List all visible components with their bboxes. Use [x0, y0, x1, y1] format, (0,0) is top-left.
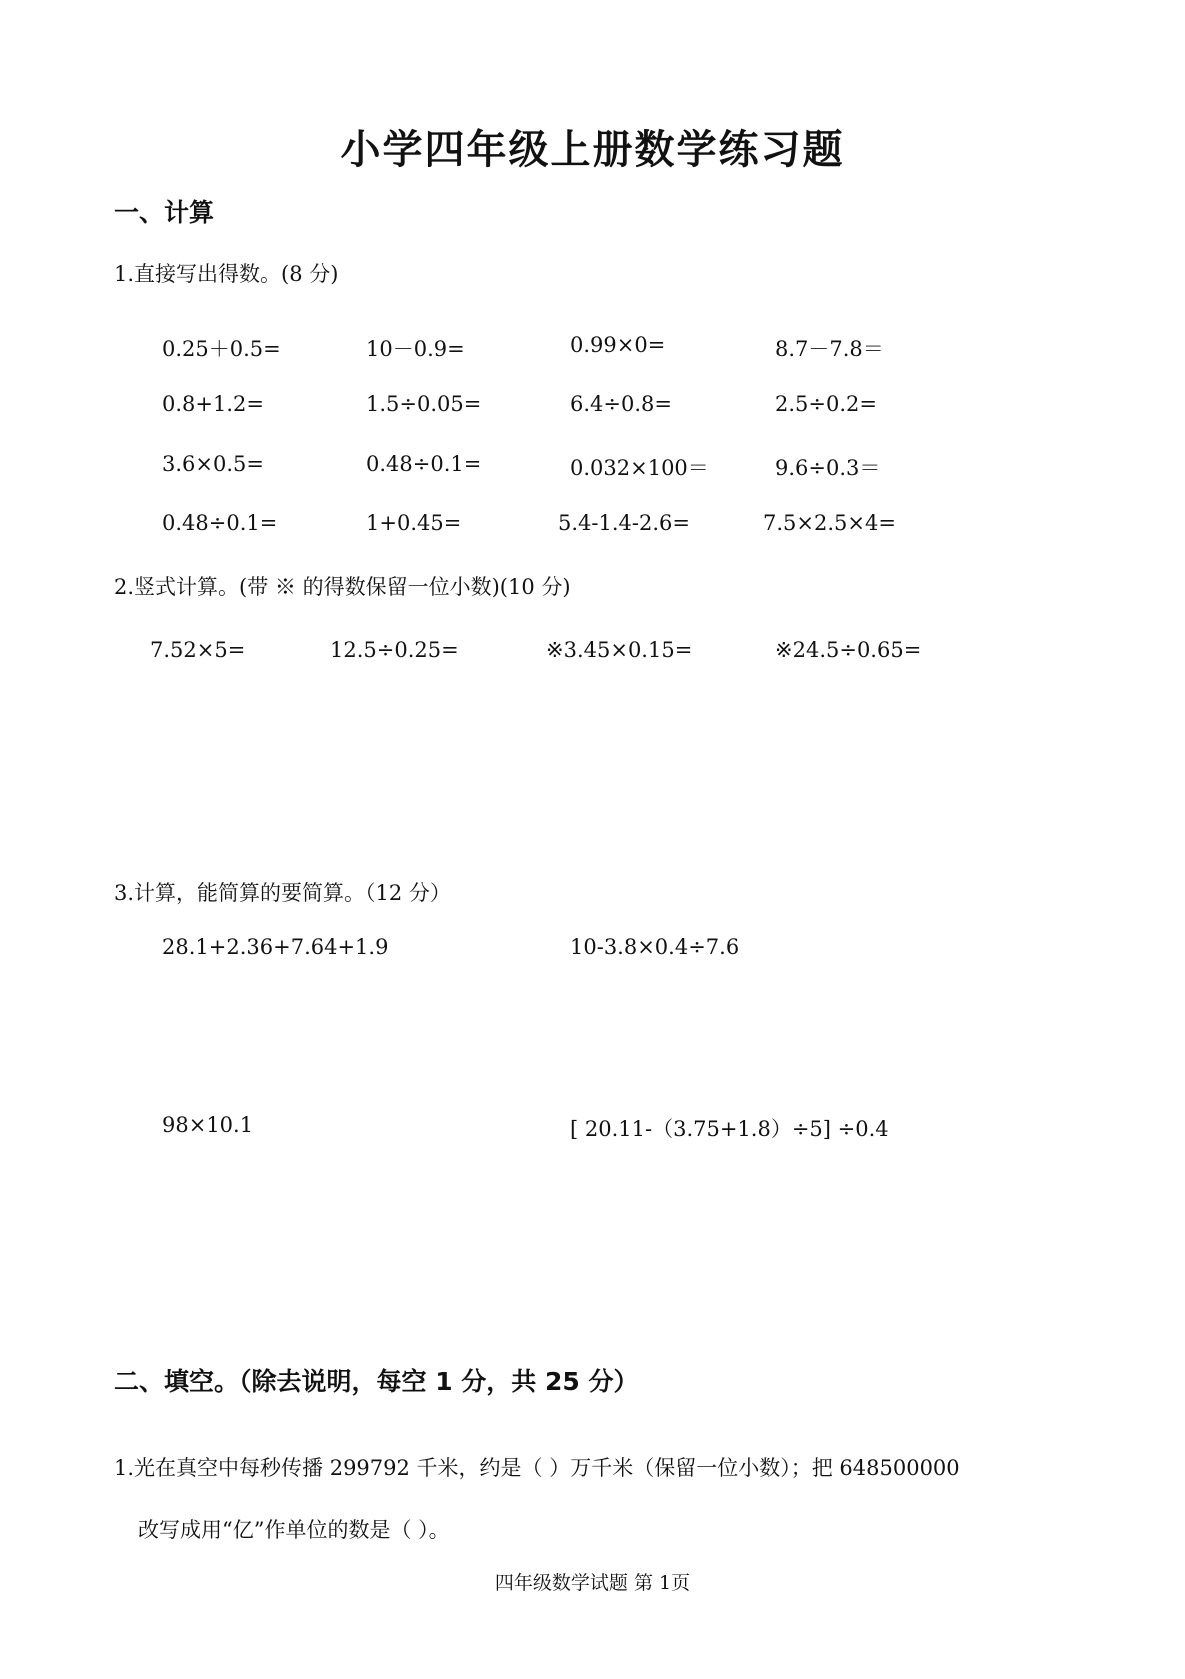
q2-item: ※3.45×0.15=: [546, 638, 693, 662]
q2-item: ※24.5÷0.65=: [775, 638, 922, 662]
page-footer: 四年级数学试题 第 1页: [494, 1572, 691, 1594]
q3-item: [ 20.11-（3.75+1.8）÷5] ÷0.4: [570, 1117, 889, 1141]
q1-cell: 8.7－7.8＝: [775, 337, 884, 361]
question-3-prompt: 3.计算，能简算的要简算。（12 分）: [114, 881, 451, 905]
q1-cell: 7.5×2.5×4=: [763, 511, 896, 535]
q1-cell: 10－0.9=: [366, 337, 465, 361]
q1-cell: 0.48÷0.1=: [366, 452, 482, 476]
fill-question-1-line-1: 1.光在真空中每秒传播 299792 千米，约是（ ）万千米（保留一位小数）；把 648500000: [114, 1456, 960, 1480]
q1-cell: 0.25＋0.5=: [162, 337, 281, 361]
q1-cell: 6.4÷0.8=: [570, 392, 672, 416]
question-2-prompt: 2.竖式计算。(带 ※ 的得数保留一位小数)(10 分): [114, 575, 571, 599]
q1-cell: 1.5÷0.05=: [366, 392, 482, 416]
fill-question-1-line-2: 改写成用“亿”作单位的数是（ ）。: [138, 1518, 450, 1542]
q1-cell: 5.4-1.4-2.6=: [558, 511, 690, 535]
q3-item: 98×10.1: [162, 1113, 254, 1137]
q3-item: 28.1+2.36+7.64+1.9: [162, 935, 389, 959]
q1-cell: 0.99×0=: [570, 333, 666, 357]
q1-cell: 9.6÷0.3＝: [775, 456, 881, 480]
section-1-heading: 一、计算: [114, 198, 215, 227]
q2-item: 12.5÷0.25=: [330, 638, 459, 662]
q1-cell: 0.48÷0.1=: [162, 511, 278, 535]
question-1-prompt: 1.直接写出得数。(8 分): [114, 262, 339, 286]
q1-cell: 2.5÷0.2=: [775, 392, 877, 416]
page-title: 小学四年级上册数学练习题: [340, 127, 845, 173]
q1-cell: 0.032×100＝: [570, 456, 709, 480]
section-2-heading: 二、填空。（除去说明，每空 1 分，共 25 分）: [114, 1367, 639, 1396]
q3-item: 10-3.8×0.4÷7.6: [570, 935, 740, 959]
q2-item: 7.52×5=: [150, 638, 246, 662]
q1-cell: 3.6×0.5=: [162, 452, 264, 476]
q1-cell: 0.8+1.2=: [162, 392, 264, 416]
q1-cell: 1+0.45=: [366, 511, 462, 535]
